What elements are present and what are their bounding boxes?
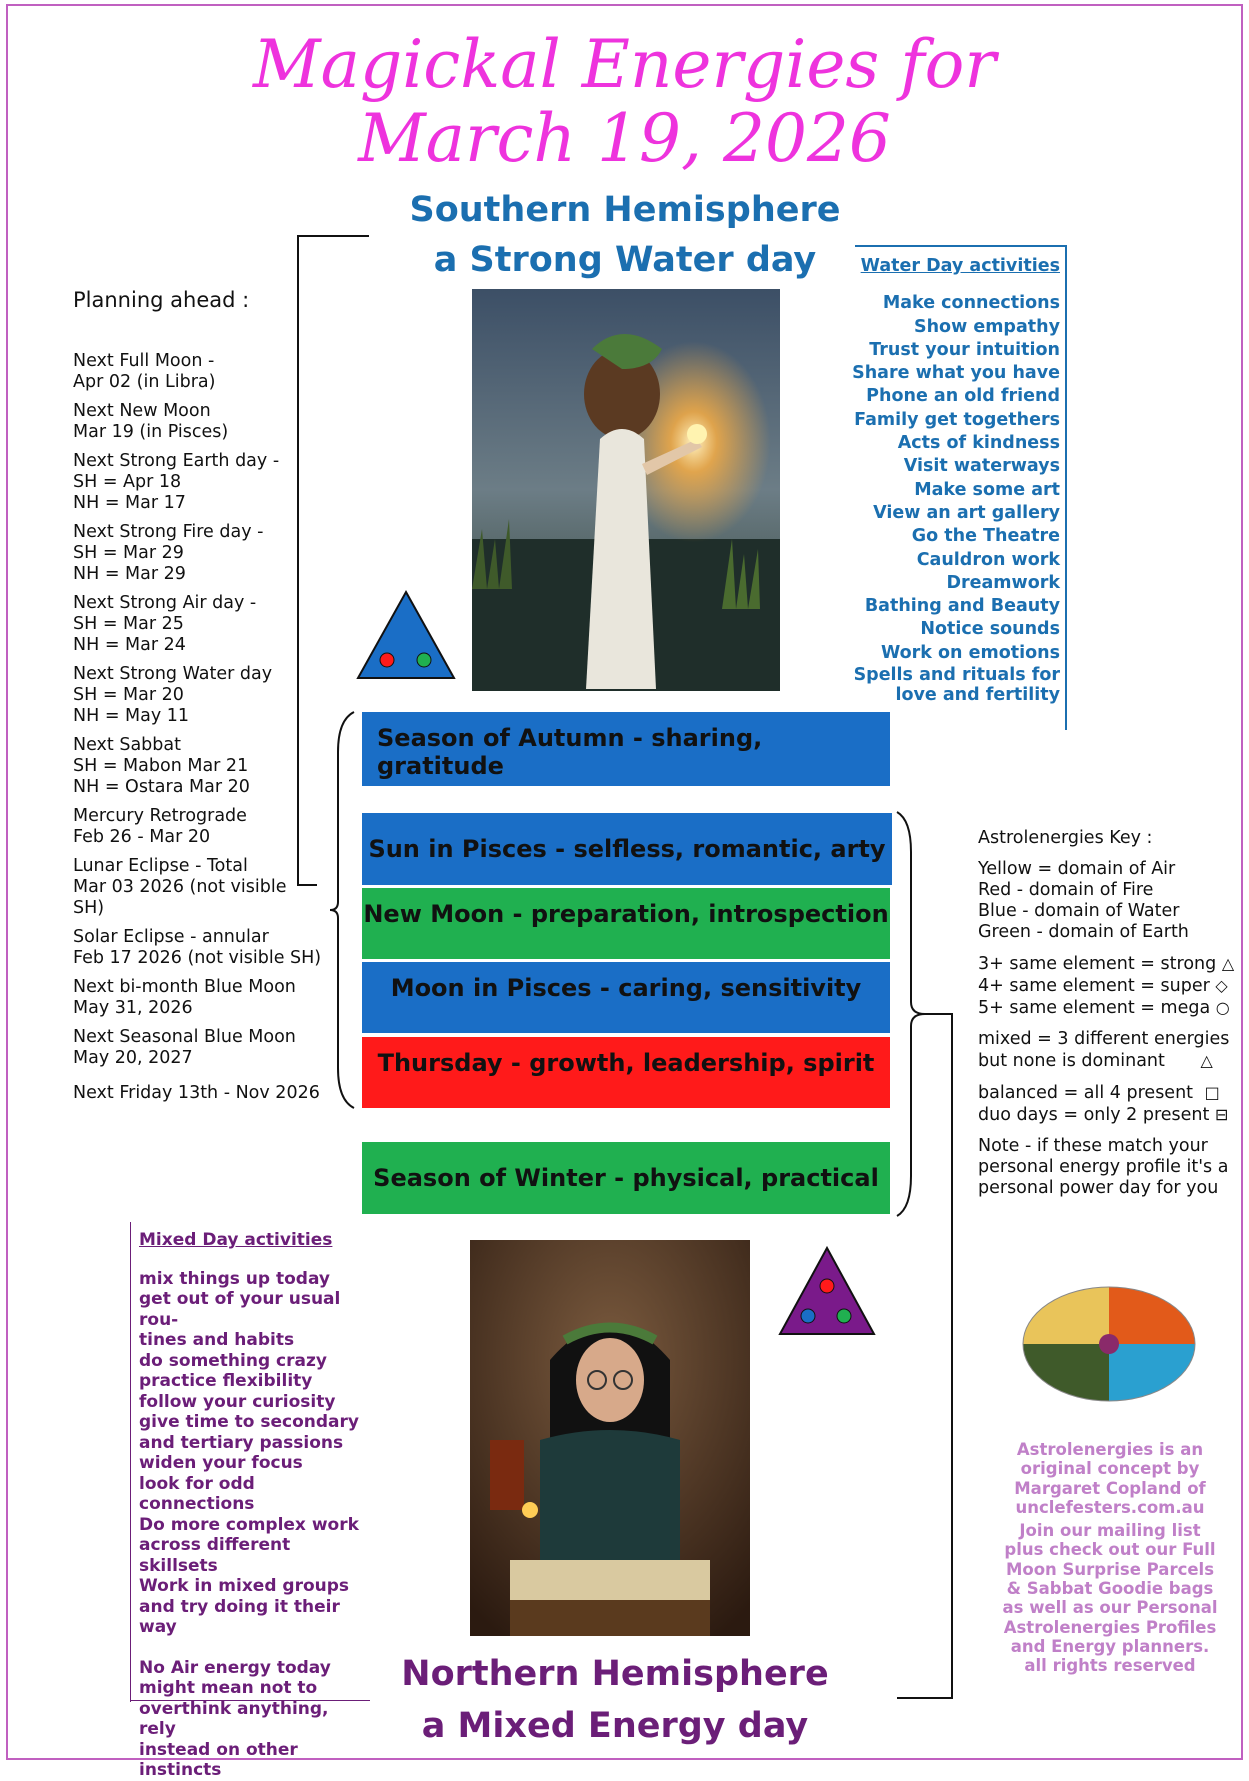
key-note: personal power day for you [978,1178,1219,1198]
sh-triangle-icon [354,588,458,682]
water-divider [1065,245,1067,730]
title-line-2: March 19, 2026 [358,100,891,177]
bands-right-brace [895,810,955,1220]
mixed-activity: practice flexibility [139,1371,313,1391]
water-activities-title: Water Day activities [860,256,1060,276]
mixed-activity: do something crazy [139,1350,327,1371]
band-moon-sign: Moon in Pisces - caring, sensitivity [362,962,890,1033]
sh-bracket-top [297,235,369,237]
triangle-outline-icon: △ [1200,1051,1213,1070]
water-activity: Notice sounds [920,619,1060,640]
planning-entry: Solar Eclipse - annular Feb 17 2026 (not visible SH) [73,927,322,968]
key-duo: duo days = only 2 present ⊟ [978,1105,1229,1125]
diamond-outline-icon: ◇ [1215,976,1228,995]
water-activity: Make some art [914,479,1060,500]
water-activity: Show empathy [913,316,1060,337]
water-activities [830,255,1060,705]
key-strength-text: 5+ same element = mega [978,998,1211,1018]
mixed-activity: follow your curiosity [139,1391,336,1412]
water-activity: Bathing and Beauty [864,596,1060,617]
water-activity: Phone an old friend [866,386,1060,407]
mixed-note-line: overthink anything, rely [139,1698,329,1739]
mixed-activities [139,1230,369,1781]
planning-entry: Next Seasonal Blue Moon May 20, 2027 [73,1027,296,1068]
key-strength-text: 3+ same element = strong [978,954,1217,974]
key-color: Yellow = domain of Air [978,859,1176,879]
water-activity: Share what you have [852,363,1060,384]
promo-line: Moon Surprise Parcels [1005,1559,1215,1579]
title-line-1: Magickal Energies for [253,26,996,103]
water-goddess-illustration [472,289,780,691]
planning-entry: Next Strong Water day SH = Mar 20 NH = May 11 [73,664,273,726]
promo-text [1000,1440,1220,1676]
band-season-winter: Season of Winter - physical, practical [362,1142,890,1214]
key-balanced: balanced = all 4 present □ [978,1083,1220,1103]
water-activity: Trust your intuition [869,339,1060,360]
mixed-activity: look for odd connections [139,1473,255,1514]
nh-triangle-icon [776,1244,878,1338]
key-color: Blue - domain of Water [978,901,1180,921]
key-strength-strong [978,953,1238,975]
southern-line-2: a Strong Water day [433,240,817,280]
mixed-activity: mix things up today [139,1268,330,1289]
northern-line-1: Northern Hemisphere [401,1654,829,1694]
mixed-activities-title: Mixed Day activities [139,1230,333,1250]
water-top-rule [855,245,1067,247]
planning-entry: Mercury Retrograde Feb 26 - Mar 20 [73,806,247,847]
mixed-activity: Work in mixed groups [139,1576,350,1596]
mixed-note-line: No Air energy today [139,1657,331,1678]
mixed-note-line: instead on other instincts [139,1739,298,1780]
water-goddess-photo [472,289,780,691]
planning-entry: Next Strong Earth day - SH = Apr 18 NH = Mar 17 [73,451,280,513]
promo-line: all rights reserved [1024,1656,1196,1676]
triangle-outline-icon: △ [1221,954,1235,973]
key-color: Red - domain of Fire [978,880,1154,900]
southern-line-1: Southern Hemisphere [409,190,841,230]
water-activity: Go the Theatre [911,526,1060,547]
key-color: Green - domain of Earth [978,922,1189,942]
key-title: Astrolenergies Key : [978,828,1153,848]
planning-entry: Next Strong Air day - SH = Mar 25 NH = Mar 24 [73,593,257,655]
water-activity: Acts of kindness [897,433,1060,454]
planning-entry: Next Strong Fire day - SH = Mar 29 NH = Mar 29 [73,522,264,584]
promo-line: Join our mailing list [1019,1521,1201,1541]
band-sun-sign: Sun in Pisces - selfless, romantic, arty [362,813,892,885]
sh-bracket-bottom [297,884,317,886]
key-strength-mega [978,997,1238,1019]
promo-line: Astrolenergies Profiles [1003,1617,1217,1637]
mixed-activity: give time to secondary [139,1412,359,1432]
mixed-activity: Do more complex work [139,1514,359,1535]
planning-entry: Next Full Moon - Apr 02 (in Libra) [73,351,216,392]
promo-line: plus check out our Full [1004,1540,1216,1560]
nh-bracket-vertical [951,1013,953,1697]
sh-bracket-vertical [297,235,299,885]
planning-heading: Planning ahead : [73,288,250,312]
promo-line: Astrolenergies is an [1016,1440,1204,1459]
promo-line: & Sabbat Goodie bags [1006,1579,1214,1599]
witch-illustration [470,1240,750,1636]
planning-entry: Next New Moon Mar 19 (in Pisces) [73,401,229,442]
mixed-activity: widen your focus [139,1453,303,1473]
water-activity: View an art gallery [873,502,1060,523]
astrolenergies-logo [1022,1286,1196,1402]
southern-hemisphere-heading [380,185,870,285]
planning-entry: Next bi-month Blue Moon May 31, 2026 [73,977,296,1018]
band-moon-phase: New Moon - preparation, introspection [362,888,890,959]
water-activity: Dreamwork [946,572,1060,593]
witch-photo [470,1240,750,1636]
mixed-activity: and try doing it their way [139,1596,340,1637]
key-mixed-line-2: but none is dominant △ [978,1051,1213,1071]
water-activity: Make connections [882,293,1060,314]
northern-hemisphere-heading [380,1648,850,1752]
water-activity: Spells and rituals for [853,665,1060,686]
planning-entry: Lunar Eclipse - Total Mar 03 2026 (not visible SH) [73,856,287,918]
mixed-activity: and tertiary passions [139,1432,344,1453]
key-note: Note - if these match your [978,1136,1208,1156]
astrolenergies-key [978,828,1238,1199]
square-outline-icon: □ [1204,1083,1220,1102]
water-activity: Cauldron work [916,549,1060,570]
water-activity: love and fertility [895,685,1060,706]
planning-ahead [73,290,323,1112]
planning-entry: Next Sabbat SH = Mabon Mar 21 NH = Ostara Mar 20 [73,735,250,797]
mixed-note [139,1658,369,1781]
page-title [0,28,1249,176]
water-activity: Family get togethers [854,409,1060,430]
planning-entry: Next Friday 13th - Nov 2026 [73,1083,320,1103]
bands-left-brace [330,710,360,1110]
key-note: personal energy profile it's a [978,1157,1229,1177]
northern-line-2: a Mixed Energy day [421,1706,809,1746]
promo-line: and Energy planners. [1010,1636,1210,1656]
band-weekday: Thursday - growth, leadership, spirit [362,1037,890,1108]
promo-line: as well as our Personal [1002,1598,1218,1618]
mixed-activity: get out of your usual rou- [139,1289,341,1330]
key-strength-super [978,975,1238,997]
promo-line: Margaret Copland of [1014,1478,1206,1498]
circle-outline-icon: ○ [1215,998,1230,1017]
key-strength-text: 4+ same element = super [978,976,1210,996]
mixed-divider [130,1222,131,1702]
nh-bracket-bottom [897,1697,953,1699]
band-season-autumn: Season of Autumn - sharing, gratitude [362,712,890,786]
promo-line: unclefesters.com.au [1015,1497,1205,1517]
mixed-activity: tines and habits [139,1330,295,1350]
split-square-icon: ⊟ [1214,1105,1229,1124]
water-activity: Visit waterways [903,456,1060,477]
promo-line: original concept by [1020,1459,1200,1479]
mixed-note-line: might mean not to [139,1678,318,1698]
water-activity: Work on emotions [880,642,1060,663]
mixed-activity: across different skillsets [139,1535,291,1576]
key-mixed-line-1: mixed = 3 different energies [978,1029,1230,1049]
